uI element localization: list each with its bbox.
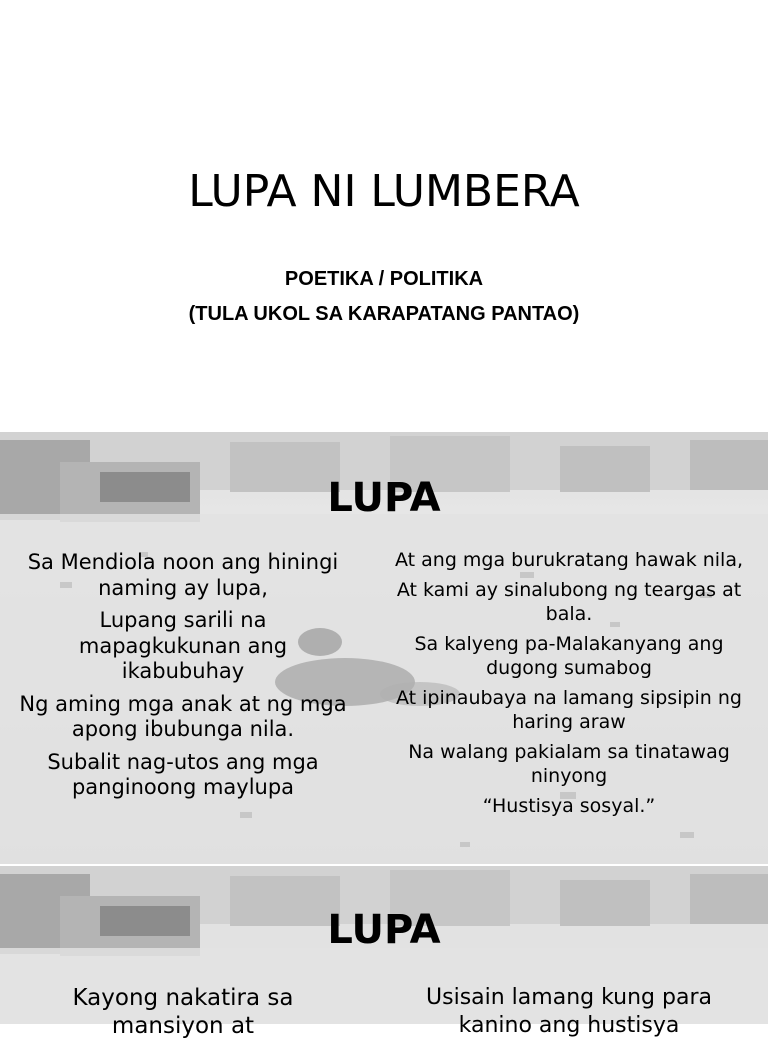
poem-line: Subalit nag-utos ang mga panginoong maylupa — [47, 749, 319, 799]
poem-line: Sa Mendiola noon ang hiningi naming ay lupa, — [27, 550, 339, 600]
poem-column-right — [388, 548, 750, 824]
subtitle-line-2: (TULA UKOL SA KARAPATANG PANTAO) — [188, 303, 580, 325]
slide-subtitle — [0, 262, 768, 332]
poem-line: Na walang pakialam sa tinatawag ninyong — [408, 741, 730, 787]
poem-line: Usisain lamang kung para kanino ang hustisya — [426, 985, 712, 1038]
poem-line: “Hustisya sosyal.” — [482, 795, 656, 817]
slide-heading: LUPA — [327, 475, 441, 521]
poem-line: Ng aming mga anak at ng mga apong ibubunga nila. — [19, 691, 347, 741]
poem-column-left — [18, 550, 348, 808]
poem-line: Kayong nakatira sa mansiyon at — [72, 985, 294, 1039]
poem-slide-2 — [0, 866, 768, 1039]
poem-line: At kami ay sinalubong ng teargas at bala. — [396, 579, 742, 625]
poem-line: Sa kalyeng pa-Malakanyang ang dugong sumabog — [414, 633, 724, 679]
poem-slide-1 — [0, 432, 768, 864]
slide-title: LUPA NI LUMBERA — [188, 166, 580, 217]
poem-line: Lupang sarili na mapagkukunan ang ikabubuhay — [78, 608, 288, 683]
poem-line: At ang mga burukratang hawak nila, — [394, 549, 744, 571]
subtitle-line-1: POETIKA / POLITIKA — [284, 268, 484, 290]
poem-column-left — [18, 984, 348, 1040]
title-slide — [0, 0, 768, 432]
poem-column-right — [388, 984, 750, 1040]
slide-heading: LUPA — [327, 907, 441, 953]
poem-line: At ipinaubaya na lamang sipsipin ng haring araw — [395, 687, 742, 733]
